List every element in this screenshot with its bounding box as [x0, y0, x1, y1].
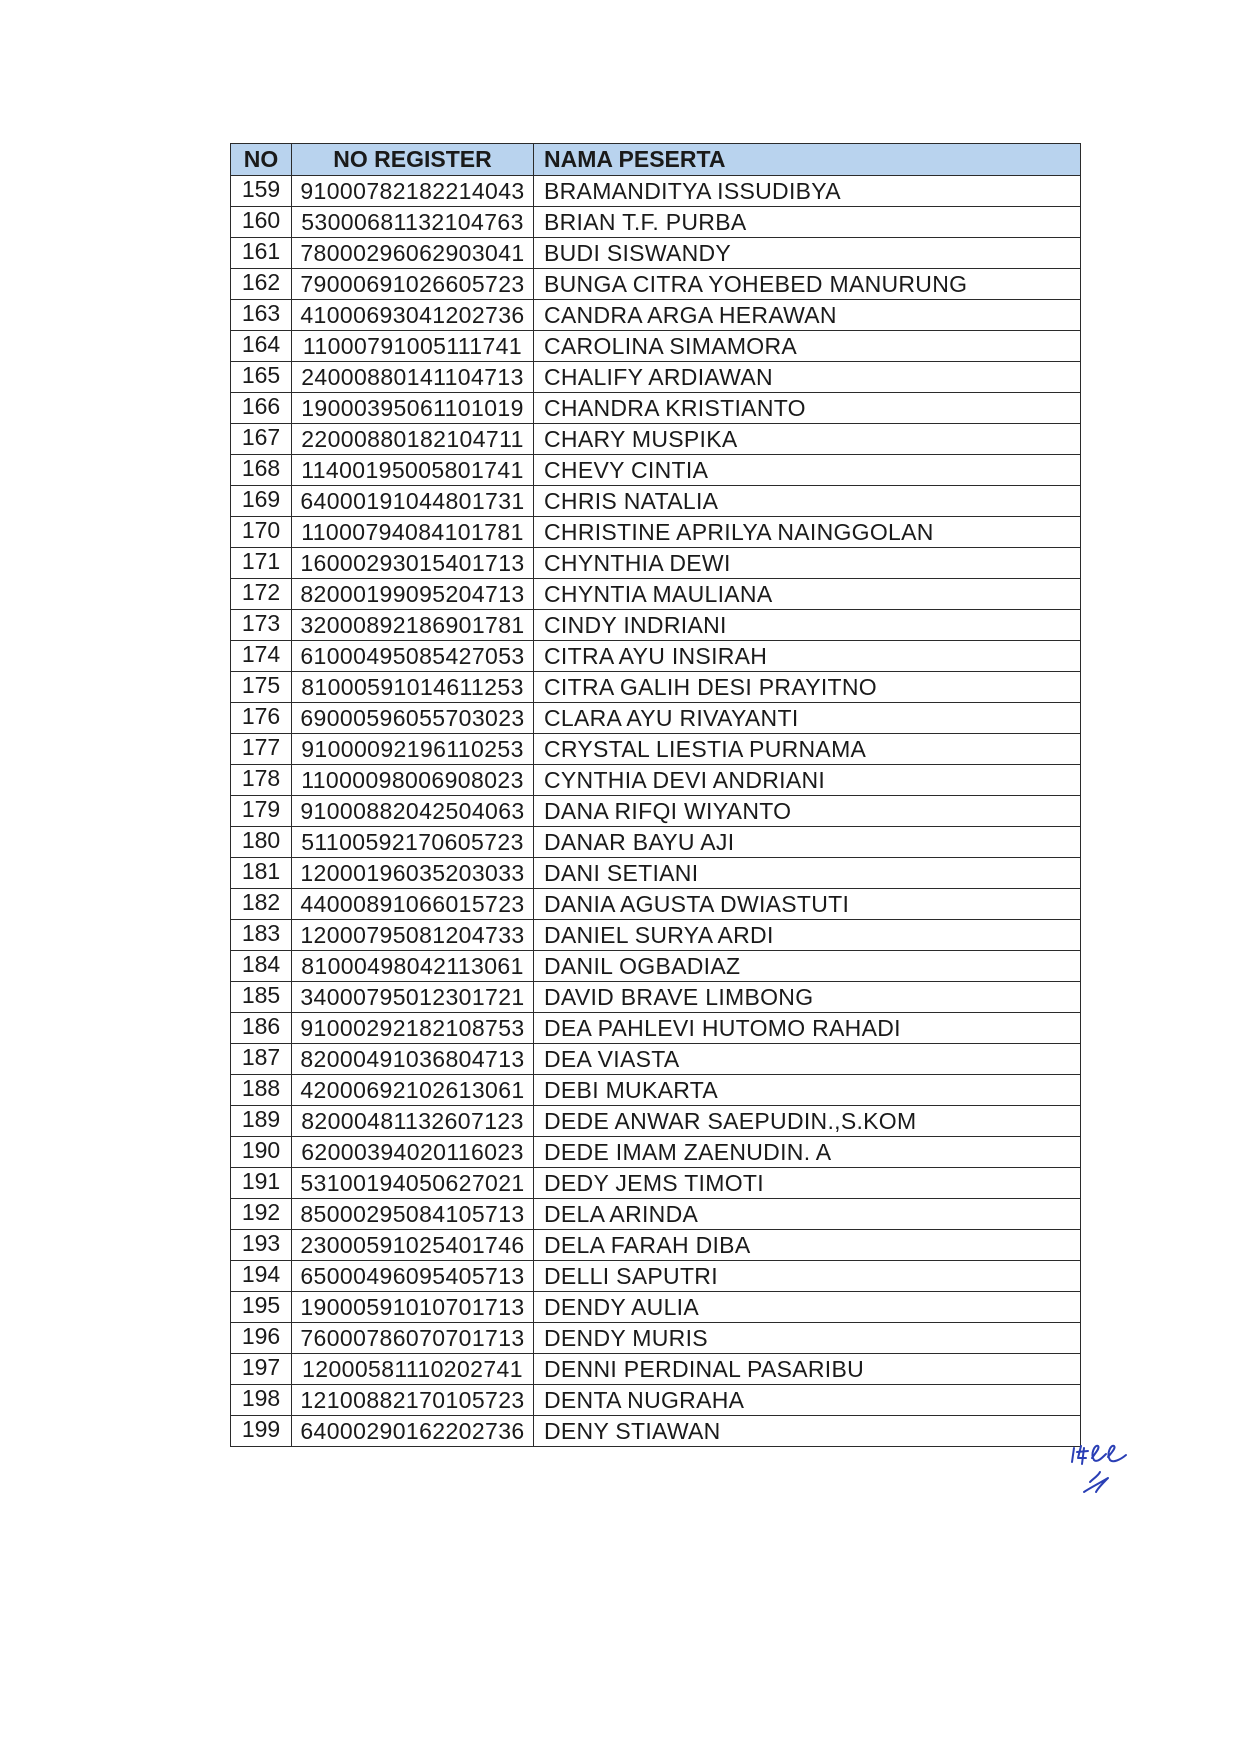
participant-name: DANA RIFQI WIYANTO: [534, 796, 1081, 827]
participant-name: DENY STIAWAN: [534, 1416, 1081, 1447]
header-register: NO REGISTER: [292, 144, 534, 176]
register-number: 34000795012301721: [292, 982, 534, 1013]
participant-name: DANIA AGUSTA DWIASTUTI: [534, 889, 1081, 920]
table-row: [231, 1354, 1081, 1385]
row-number: 165: [231, 362, 292, 393]
register-number: 76000786070701713: [292, 1323, 534, 1354]
table-row: [231, 1261, 1081, 1292]
table-row: [231, 889, 1081, 920]
table-row: [231, 455, 1081, 486]
table-row: [231, 238, 1081, 269]
row-number: 182: [231, 889, 292, 920]
row-number: 198: [231, 1385, 292, 1416]
row-number: 177: [231, 734, 292, 765]
participant-name: CITRA GALIH DESI PRAYITNO: [534, 672, 1081, 703]
table-row: [231, 424, 1081, 455]
register-number: 12000196035203033: [292, 858, 534, 889]
row-number: 162: [231, 269, 292, 300]
register-number: 42000692102613061: [292, 1075, 534, 1106]
register-number: 62000394020116023: [292, 1137, 534, 1168]
row-number: 195: [231, 1292, 292, 1323]
participant-name: DENDY AULIA: [534, 1292, 1081, 1323]
register-number: 51100592170605723: [292, 827, 534, 858]
header-row: [231, 144, 1081, 176]
table-body: [231, 176, 1081, 1447]
participant-name: DANAR BAYU AJI: [534, 827, 1081, 858]
table-row: [231, 1075, 1081, 1106]
participant-name: DENNI PERDINAL PASARIBU: [534, 1354, 1081, 1385]
row-number: 189: [231, 1106, 292, 1137]
register-number: 19000395061101019: [292, 393, 534, 424]
register-number: 11400195005801741: [292, 455, 534, 486]
register-number: 53100194050627021: [292, 1168, 534, 1199]
register-number: 85000295084105713: [292, 1199, 534, 1230]
register-number: 24000880141104713: [292, 362, 534, 393]
table-row: [231, 920, 1081, 951]
participant-name: DANI SETIANI: [534, 858, 1081, 889]
row-number: 197: [231, 1354, 292, 1385]
row-number: 196: [231, 1323, 292, 1354]
table-row: [231, 672, 1081, 703]
row-number: 178: [231, 765, 292, 796]
register-number: 91000782182214043: [292, 176, 534, 207]
row-number: 190: [231, 1137, 292, 1168]
register-number: 12100882170105723: [292, 1385, 534, 1416]
register-number: 61000495085427053: [292, 641, 534, 672]
row-number: 159: [231, 176, 292, 207]
register-number: 16000293015401713: [292, 548, 534, 579]
table-row: [231, 517, 1081, 548]
register-number: 81000498042113061: [292, 951, 534, 982]
row-number: 164: [231, 331, 292, 362]
row-number: 173: [231, 610, 292, 641]
table-row: [231, 1230, 1081, 1261]
participant-table: [230, 143, 1081, 1447]
table-row: [231, 548, 1081, 579]
row-number: 184: [231, 951, 292, 982]
table-row: [231, 300, 1081, 331]
participant-name: BUDI SISWANDY: [534, 238, 1081, 269]
table-row: [231, 858, 1081, 889]
register-number: 11000794084101781: [292, 517, 534, 548]
row-number: 180: [231, 827, 292, 858]
table-row: [231, 486, 1081, 517]
table-row: [231, 827, 1081, 858]
participant-name: CITRA AYU INSIRAH: [534, 641, 1081, 672]
register-number: 19000591010701713: [292, 1292, 534, 1323]
participant-name: DEBI MUKARTA: [534, 1075, 1081, 1106]
participant-name: DEDE ANWAR SAEPUDIN.,S.KOM: [534, 1106, 1081, 1137]
table-row: [231, 610, 1081, 641]
row-number: 181: [231, 858, 292, 889]
table-row: [231, 796, 1081, 827]
participant-name: DEA PAHLEVI HUTOMO RAHADI: [534, 1013, 1081, 1044]
register-number: 81000591014611253: [292, 672, 534, 703]
participant-name: CAROLINA SIMAMORA: [534, 331, 1081, 362]
header-no: NO: [231, 144, 292, 176]
table-row: [231, 951, 1081, 982]
table-row: [231, 1199, 1081, 1230]
participant-name: CHRISTINE APRILYA NAINGGOLAN: [534, 517, 1081, 548]
row-number: 171: [231, 548, 292, 579]
table-row: [231, 362, 1081, 393]
table-row: [231, 269, 1081, 300]
register-number: 11000791005111741: [292, 331, 534, 362]
participant-name: CHARY MUSPIKA: [534, 424, 1081, 455]
row-number: 191: [231, 1168, 292, 1199]
table-row: [231, 579, 1081, 610]
register-number: 64000290162202736: [292, 1416, 534, 1447]
register-number: 82000491036804713: [292, 1044, 534, 1075]
participant-name: DANIL OGBADIAZ: [534, 951, 1081, 982]
participant-name: BUNGA CITRA YOHEBED MANURUNG: [534, 269, 1081, 300]
participant-name: CLARA AYU RIVAYANTI: [534, 703, 1081, 734]
table-row: [231, 734, 1081, 765]
register-number: 11000098006908023: [292, 765, 534, 796]
table-row: [231, 703, 1081, 734]
participant-name: CANDRA ARGA HERAWAN: [534, 300, 1081, 331]
table-row: [231, 1385, 1081, 1416]
participant-name: BRIAN T.F. PURBA: [534, 207, 1081, 238]
table-row: [231, 176, 1081, 207]
row-number: 167: [231, 424, 292, 455]
table-row: [231, 641, 1081, 672]
register-number: 91000882042504063: [292, 796, 534, 827]
row-number: 186: [231, 1013, 292, 1044]
participant-name: CHALIFY ARDIAWAN: [534, 362, 1081, 393]
participant-name: DENTA NUGRAHA: [534, 1385, 1081, 1416]
participant-name: CRYSTAL LIESTIA PURNAMA: [534, 734, 1081, 765]
row-number: 172: [231, 579, 292, 610]
row-number: 199: [231, 1416, 292, 1447]
row-number: 183: [231, 920, 292, 951]
row-number: 166: [231, 393, 292, 424]
register-number: 65000496095405713: [292, 1261, 534, 1292]
table-row: [231, 1416, 1081, 1447]
table-header: [231, 144, 1081, 176]
participant-name: DAVID BRAVE LIMBONG: [534, 982, 1081, 1013]
participant-name: DANIEL SURYA ARDI: [534, 920, 1081, 951]
participant-name: CINDY INDRIANI: [534, 610, 1081, 641]
register-number: 82000199095204713: [292, 579, 534, 610]
register-number: 91000092196110253: [292, 734, 534, 765]
participant-name: DEDY JEMS TIMOTI: [534, 1168, 1081, 1199]
row-number: 179: [231, 796, 292, 827]
table-row: [231, 207, 1081, 238]
row-number: 163: [231, 300, 292, 331]
table-row: [231, 1292, 1081, 1323]
register-number: 12000581110202741: [292, 1354, 534, 1385]
participant-name: CHEVY CINTIA: [534, 455, 1081, 486]
participant-name: CHRIS NATALIA: [534, 486, 1081, 517]
row-number: 192: [231, 1199, 292, 1230]
table-row: [231, 331, 1081, 362]
register-number: 23000591025401746: [292, 1230, 534, 1261]
row-number: 185: [231, 982, 292, 1013]
participant-name: DENDY MURIS: [534, 1323, 1081, 1354]
row-number: 169: [231, 486, 292, 517]
row-number: 193: [231, 1230, 292, 1261]
participant-name: DELA ARINDA: [534, 1199, 1081, 1230]
row-number: 187: [231, 1044, 292, 1075]
table-row: [231, 982, 1081, 1013]
row-number: 194: [231, 1261, 292, 1292]
participant-name: DEA VIASTA: [534, 1044, 1081, 1075]
register-number: 69000596055703023: [292, 703, 534, 734]
row-number: 168: [231, 455, 292, 486]
handwritten-signature: [1068, 1440, 1148, 1510]
register-number: 32000892186901781: [292, 610, 534, 641]
participant-name: CHYNTHIA DEWI: [534, 548, 1081, 579]
register-number: 53000681132104763: [292, 207, 534, 238]
row-number: 161: [231, 238, 292, 269]
row-number: 160: [231, 207, 292, 238]
table-row: [231, 1168, 1081, 1199]
row-number: 170: [231, 517, 292, 548]
row-number: 175: [231, 672, 292, 703]
register-number: 44000891066015723: [292, 889, 534, 920]
participant-name: CYNTHIA DEVI ANDRIANI: [534, 765, 1081, 796]
participant-name: DELLI SAPUTRI: [534, 1261, 1081, 1292]
row-number: 188: [231, 1075, 292, 1106]
table-row: [231, 1106, 1081, 1137]
header-name: NAMA PESERTA: [534, 144, 1081, 176]
register-number: 22000880182104711: [292, 424, 534, 455]
register-number: 41000693041202736: [292, 300, 534, 331]
register-number: 91000292182108753: [292, 1013, 534, 1044]
participant-name: CHANDRA KRISTIANTO: [534, 393, 1081, 424]
table-row: [231, 1044, 1081, 1075]
register-number: 78000296062903041: [292, 238, 534, 269]
participant-name: DEDE IMAM ZAENUDIN. A: [534, 1137, 1081, 1168]
table-row: [231, 1323, 1081, 1354]
row-number: 174: [231, 641, 292, 672]
table-row: [231, 1013, 1081, 1044]
participant-name: DELA FARAH DIBA: [534, 1230, 1081, 1261]
row-number: 176: [231, 703, 292, 734]
register-number: 79000691026605723: [292, 269, 534, 300]
register-number: 64000191044801731: [292, 486, 534, 517]
table-row: [231, 1137, 1081, 1168]
table-row: [231, 393, 1081, 424]
participant-name: CHYNTIA MAULIANA: [534, 579, 1081, 610]
register-number: 82000481132607123: [292, 1106, 534, 1137]
register-number: 12000795081204733: [292, 920, 534, 951]
participant-name: BRAMANDITYA ISSUDIBYA: [534, 176, 1081, 207]
table-row: [231, 765, 1081, 796]
